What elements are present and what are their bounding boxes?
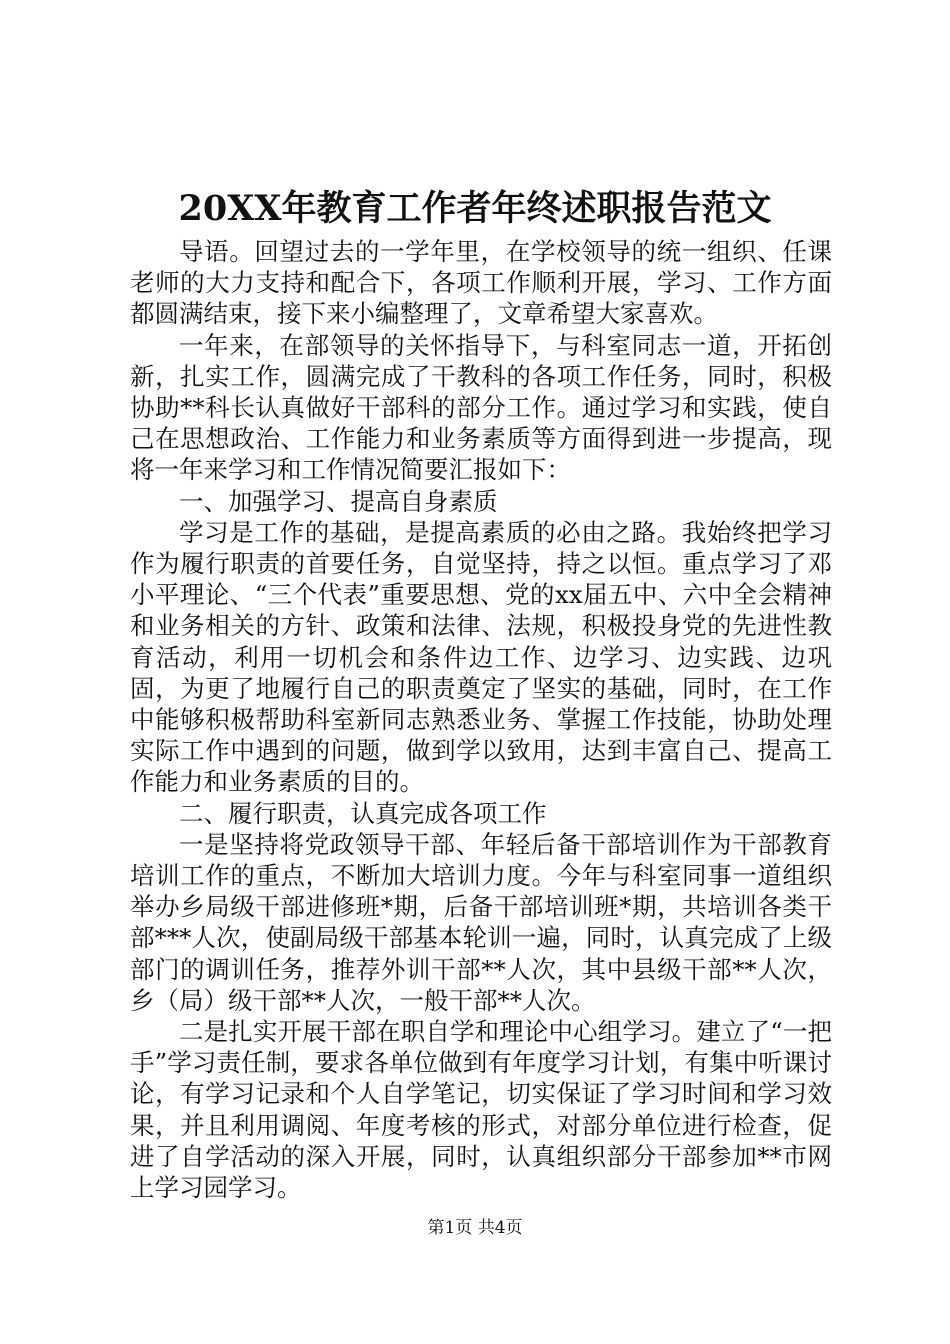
summary-paragraph: 一年来，在部领导的关怀指导下，与科室同志一道，开拓创新，扎实工作，圆满完成了干教科的各项工作任务，同时，积极协助**科长认真做好干部科的部分工作。通过学习和实践，使自己在思想政治、工作能力和业务素质等方面得到进一步提高，现将一年来学习和工作情况简要汇报如下： bbox=[130, 330, 832, 485]
document-body bbox=[130, 236, 832, 1203]
document-title: 20XX年教育工作者年终述职报告范文 bbox=[178, 188, 772, 229]
self-study-paragraph: 二是扎实开展干部在职自学和理论中心组学习。建立了“一把手”学习责任制，要求各单位做到有年度学习计划，有集中听课讨论，有学习记录和个人自学笔记，切实保证了学习时间和学习效果，并且利用调阅、年度考核的形式，对部分单位进行检查，促进了自学活动的深入开展，同时，认真组织部分干部参加**市网上学习园学习。 bbox=[130, 1017, 832, 1203]
section-heading-2: 二、履行职责，认真完成各项工作 bbox=[179, 798, 547, 828]
study-paragraph: 学习是工作的基础，是提高素质的必由之路。我始终把学习作为履行职责的首要任务，自觉坚持，持之以恒。重点学习了邓小平理论、“三个代表”重要思想、党的xx届五中、六中全会精神和业务相关的方针、政策和法律、法规，积极投身党的先进性教育活动，利用一切机会和条件边工作、边学习、边实践、边巩固，为更了地履行自己的职责奠定了坚实的基础，同时，在工作中能够积极帮助科室新同志熟悉业务、掌握工作技能，协助处理实际工作中遇到的问题，做到学以致用，达到丰富自己、提高工作能力和业务素质的目的。 bbox=[130, 517, 832, 797]
training-paragraph: 一是坚持将党政领导干部、年轻后备干部培训作为干部教育培训工作的重点，不断加大培训力度。今年与科室同事一道组织举办乡局级干部进修班*期，后备干部培训班*期，共培训各类干部***人次，使副局级干部基本轮训一遍，同时，认真完成了上级部门的调训任务，推荐外训干部**人次，其中县级干部**人次，乡（局）级干部**人次，一般干部**人次。 bbox=[130, 829, 832, 1015]
page-footer: 第1页 共4页 bbox=[427, 1218, 523, 1238]
section-heading-1: 一、加强学习、提高自身素质 bbox=[179, 486, 498, 516]
intro-paragraph: 导语。回望过去的一学年里，在学校领导的统一组织、任课老师的大力支持和配合下，各项工作顺利开展，学习、工作方面都圆满结束，接下来小编整理了，文章希望大家喜欢。 bbox=[130, 237, 832, 329]
